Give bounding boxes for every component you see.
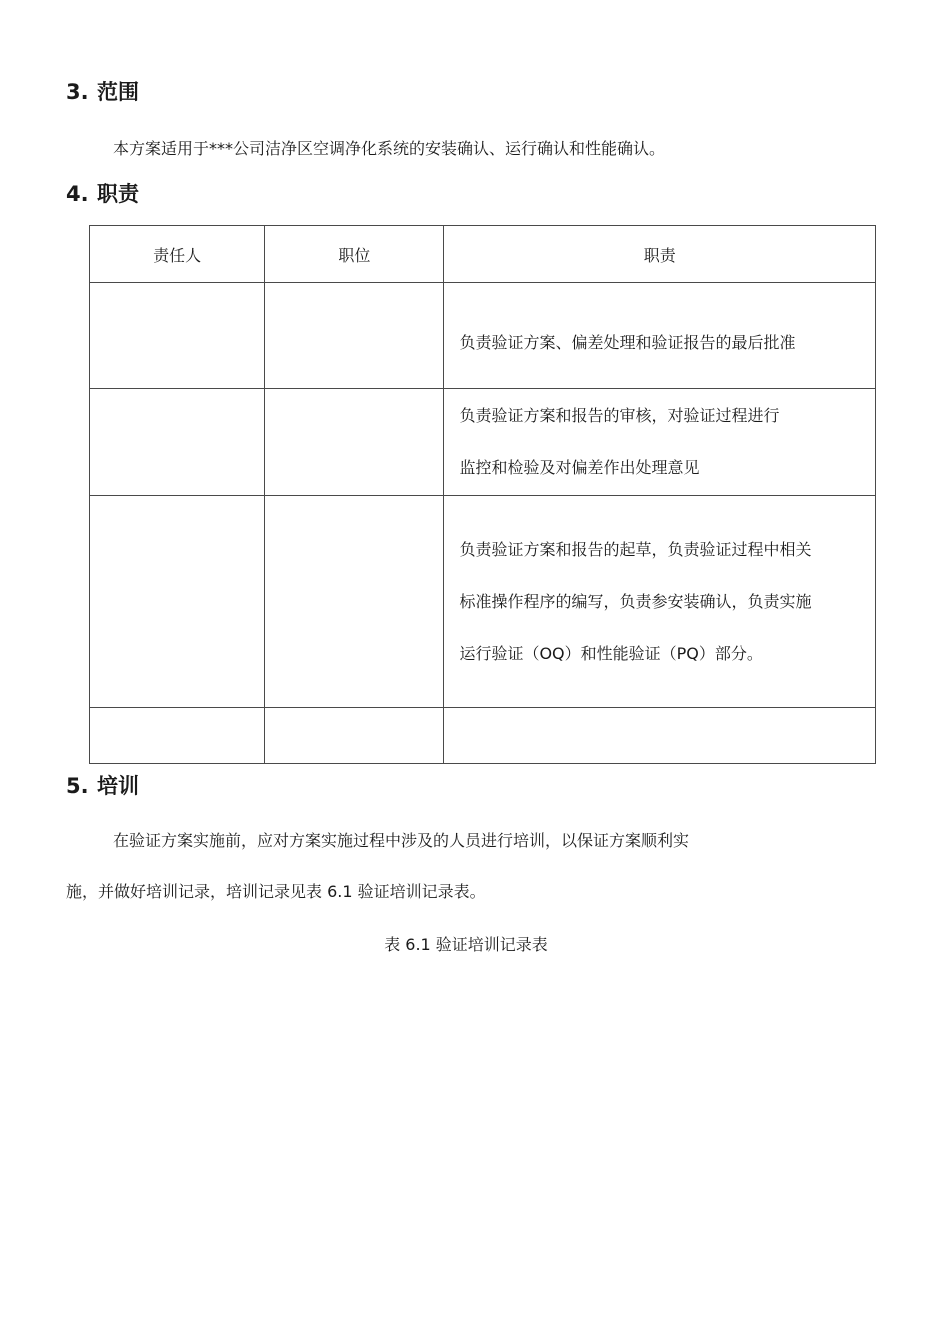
cell-person <box>90 283 265 389</box>
header-duty: 职责 <box>444 226 876 283</box>
cell-duty <box>444 496 876 708</box>
section-title: 范围 <box>97 80 139 104</box>
training-paragraph-line-1: 在验证方案实施前，应对方案实施过程中涉及的人员进行培训，以保证方案顺利实 <box>113 831 690 850</box>
cell-person <box>90 389 265 496</box>
cell-position <box>265 708 444 764</box>
duty-line: 负责验证方案和报告的起草，负责验证过程中相关 <box>459 539 812 559</box>
table-header-row <box>90 226 876 283</box>
header-person: 责任人 <box>90 226 265 283</box>
cell-duty <box>444 389 876 496</box>
cell-position <box>265 283 444 389</box>
section-title: 培训 <box>97 774 139 798</box>
cell-person <box>90 496 265 708</box>
cell-position <box>265 389 444 496</box>
duties-table <box>89 225 876 764</box>
table-row <box>90 283 876 389</box>
duty-line: 负责验证方案和报告的审核，对验证过程进行 <box>459 406 780 425</box>
table-row <box>90 389 876 496</box>
scope-paragraph: 本方案适用于***公司洁净区空调净化系统的安装确认、运行确认和性能确认。 <box>113 139 666 158</box>
duty-line: 标准操作程序的编写，负责参安装确认，负责实施 <box>459 591 812 611</box>
section-number: 4. <box>66 182 89 206</box>
section-heading-scope <box>66 77 139 107</box>
section-heading-training <box>66 771 139 801</box>
table-caption: 表 6.1 验证培训记录表 <box>384 935 548 954</box>
cell-duty <box>444 708 876 764</box>
section-number: 5. <box>66 774 89 798</box>
header-position: 职位 <box>265 226 444 283</box>
training-paragraph-line-2: 施，并做好培训记录，培训记录见表 6.1 验证培训记录表。 <box>66 882 486 901</box>
duty-line: 运行验证（OQ）和性能验证（PQ）部分。 <box>459 643 763 663</box>
table-row <box>90 496 876 708</box>
cell-duty <box>444 283 876 389</box>
section-heading-duties <box>66 179 139 209</box>
table-row <box>90 708 876 764</box>
cell-position <box>265 496 444 708</box>
section-number: 3. <box>66 80 89 104</box>
section-title: 职责 <box>97 182 139 206</box>
cell-person <box>90 708 265 764</box>
duty-line: 负责验证方案、偏差处理和验证报告的最后批准 <box>459 332 796 352</box>
duty-line: 监控和检验及对偏差作出处理意见 <box>459 458 700 477</box>
